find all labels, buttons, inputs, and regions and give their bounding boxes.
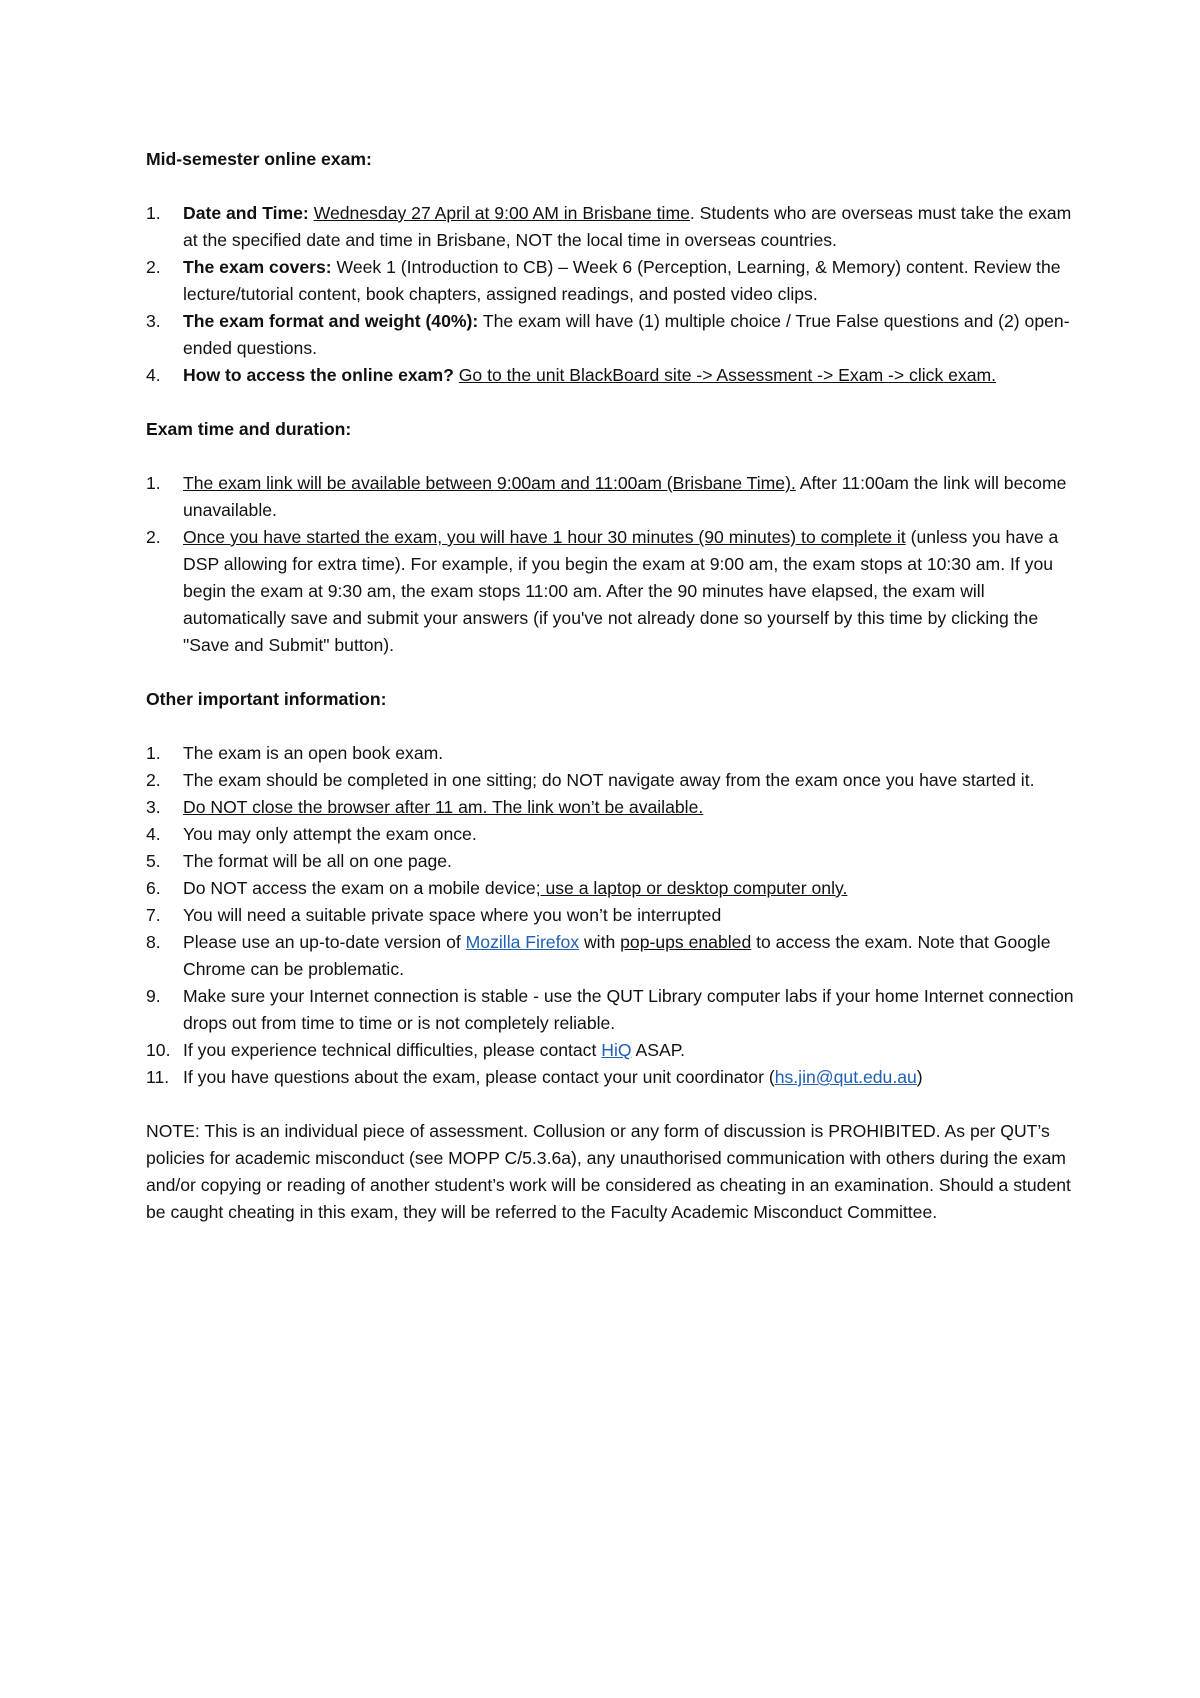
item-text: The exam will have (1) multiple choice / True False questions and (2) open-ended questions. xyxy=(183,311,1070,358)
list-item xyxy=(146,254,1076,308)
item-underlined: pop-ups enabled xyxy=(620,932,752,952)
mozilla-firefox-link[interactable]: Mozilla Firefox xyxy=(465,932,580,952)
coordinator-email-link[interactable]: hs.jin@qut.edu.au xyxy=(774,1067,917,1087)
item-text: The format will be all on one page. xyxy=(183,851,452,871)
item-label: How to access the online exam? xyxy=(183,365,454,385)
list-item xyxy=(146,470,1076,524)
list-number: 9. xyxy=(146,986,161,1006)
list-number: 2. xyxy=(146,770,161,790)
list-number: 1. xyxy=(146,473,161,493)
item-text: ) xyxy=(916,1067,923,1087)
misconduct-note: NOTE: This is an individual piece of assessment. Collusion or any form of discussion is PROHIBITED. As per QUT’s policies for academic misconduct (see MOPP C/5.3.6a), any unauthorised communication with others during the exam and/or copying or reading of another student’s work will be considered as cheating in an examination. Should a student be caught cheating in this exam, they will be referred to the Faculty Academic Misconduct Committee. xyxy=(146,1121,1071,1222)
list-item xyxy=(146,767,1076,794)
list-number: 2. xyxy=(146,257,161,277)
document-content xyxy=(146,146,1076,1226)
list-item xyxy=(146,524,1076,659)
list-number: 8. xyxy=(146,932,161,952)
list-item xyxy=(146,929,1076,983)
list-item xyxy=(146,200,1076,254)
item-label: The exam covers: xyxy=(183,257,332,277)
list-item xyxy=(146,983,1076,1037)
list-item xyxy=(146,740,1076,767)
item-text: If you have questions about the exam, please contact your unit coordinator ( xyxy=(183,1067,775,1087)
item-text: After 11:00am the link will become unavailable. xyxy=(183,473,1067,520)
list-item xyxy=(146,1064,1076,1091)
item-underlined: The exam link will be available between 9:00am and 11:00am (Brisbane Time). xyxy=(183,473,796,493)
item-text: If you experience technical difficulties, please contact xyxy=(183,1040,602,1060)
list-item xyxy=(146,821,1076,848)
section-heading-time: Exam time and duration: xyxy=(146,419,352,439)
item-underlined: ; use a laptop or desktop computer only. xyxy=(535,878,848,898)
list-number: 1. xyxy=(146,203,161,223)
list-item xyxy=(146,902,1076,929)
item-underlined: Wednesday 27 April at 9:00 AM in Brisbane time xyxy=(313,203,690,223)
list-number: 4. xyxy=(146,824,161,844)
item-text: The exam is an open book exam. xyxy=(183,743,444,763)
item-text: Week 1 (Introduction to CB) – Week 6 (Perception, Learning, & Memory) content. Review the lecture/tutorial content, book chapters, assigned readings, and posted video clips. xyxy=(183,257,1061,304)
item-label: Date and Time: xyxy=(183,203,309,223)
section-heading-exam: Mid-semester online exam: xyxy=(146,149,372,169)
list-item xyxy=(146,362,1076,389)
item-text: with xyxy=(579,932,621,952)
item-text: Make sure your Internet connection is stable - use the QUT Library computer labs if your home Internet connection drops out from time to time or is not completely reliable. xyxy=(183,986,1074,1033)
list-number: 2. xyxy=(146,527,161,547)
list-item xyxy=(146,794,1076,821)
list-item xyxy=(146,308,1076,362)
list-number: 11. xyxy=(146,1067,170,1087)
list-number: 3. xyxy=(146,797,161,817)
item-label: The exam format and weight (40%): xyxy=(183,311,479,331)
section-heading-info: Other important information: xyxy=(146,689,387,709)
exam-time-list xyxy=(146,470,1076,659)
list-number: 4. xyxy=(146,365,161,385)
item-underlined: Once you have started the exam, you will have 1 hour 30 minutes (90 minutes) to complete it xyxy=(183,527,906,547)
list-item xyxy=(146,875,1076,902)
list-number: 10. xyxy=(146,1040,171,1060)
item-text: . Students who are overseas must take the exam at the specified date and time in Brisbane, NOT the local time in overseas countries. xyxy=(183,203,1072,250)
list-item xyxy=(146,1037,1076,1064)
item-text: ASAP. xyxy=(631,1040,686,1060)
item-text: You may only attempt the exam once. xyxy=(183,824,477,844)
list-number: 3. xyxy=(146,311,161,331)
list-number: 7. xyxy=(146,905,161,925)
hiq-link[interactable]: HiQ xyxy=(601,1040,632,1060)
exam-details-list xyxy=(146,200,1076,389)
item-text: (unless you have a DSP allowing for extra time). For example, if you begin the exam at 9:00 am, the exam stops at 10:30 am. If you begin the exam at 9:30 am, the exam stops 11:00 am. After the 90 minutes have elapsed, the exam will automatically save and submit your answers (if you've not already done so yourself by this time by clicking the "Save and Submit" button). xyxy=(183,527,1059,655)
item-text: Please use an up-to-date version of xyxy=(183,932,466,952)
item-text: The exam should be completed in one sitting; do NOT navigate away from the exam once you have started it. xyxy=(183,770,1035,790)
item-text: to access the exam. Note that Google Chrome can be problematic. xyxy=(183,932,1051,979)
list-number: 1. xyxy=(146,743,161,763)
list-number: 6. xyxy=(146,878,161,898)
item-text: Do NOT access the exam on a mobile device xyxy=(183,878,536,898)
item-underlined: Go to the unit BlackBoard site -> Assessment -> Exam -> click exam. xyxy=(458,365,997,385)
item-underlined: Do NOT close the browser after 11 am. The link won’t be available. xyxy=(183,797,704,817)
list-number: 5. xyxy=(146,851,161,871)
item-text: You will need a suitable private space where you won’t be interrupted xyxy=(183,905,722,925)
list-item xyxy=(146,848,1076,875)
important-info-list xyxy=(146,740,1076,1091)
